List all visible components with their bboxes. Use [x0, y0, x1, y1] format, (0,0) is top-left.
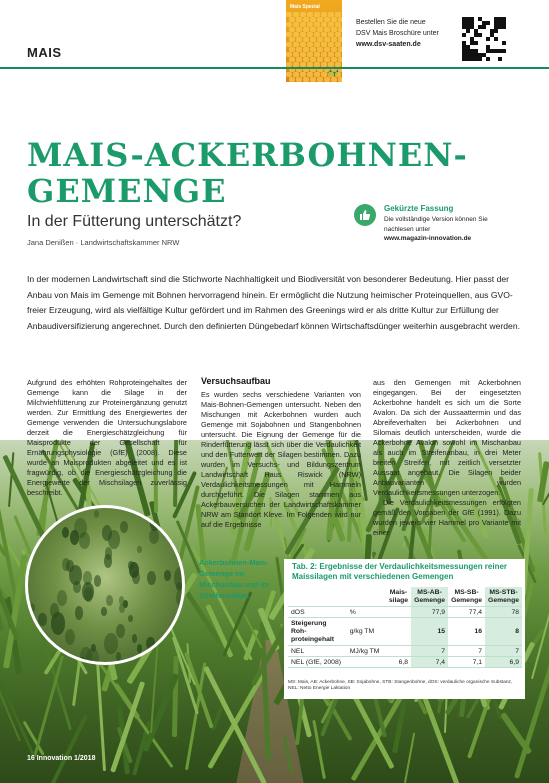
leaf-spot: [65, 629, 75, 645]
table-cell: dOS: [288, 607, 347, 618]
qr-module: [482, 25, 486, 29]
table-cell: 78: [485, 607, 522, 618]
qr-module: [502, 25, 506, 29]
table-cell: Steigerung Roh-proteingehalt: [288, 618, 347, 646]
leaf-spot: [116, 652, 121, 660]
table-row: [288, 618, 522, 646]
title-line-2: GEMENGE: [27, 172, 227, 210]
table-cell: [386, 646, 411, 657]
qr-module: [502, 41, 506, 45]
qr-module: [498, 57, 502, 61]
corn-kernel: [296, 77, 302, 82]
body-column-2: Es wurden sechs verschiedene Varianten von Mais-Bohnen-Gemengen untersucht. Neben den Mischungen mit Ackerbohnen wurden auch Gemenge mit Sojabohnen und Stangenbohnen untersucht. Die Eignung der Gemenge für die Rinderfütterung lässt sich über die Verdaulichkeit und den Futterwert der Silagen bestimmen. Dazu wurden im Versuchs- und Bildungszentrum Landwirtschaft Haus Riswick (NRW) Verdaulichkeitsmessungen mit Hammeln durchgeführt. Die Silagen stammen aus Ackerbauversuchen der Landwirtschaftskammer NRW am Standort Kleve. Im Folgenden wird nur auf die Ergebnisse: [201, 390, 361, 529]
summary-title: Gekürzte Fassung: [384, 204, 454, 213]
table-cell: 6,9: [485, 657, 522, 668]
qr-module: [466, 29, 470, 33]
body-column-1: Aufgrund des erhöhten Rohproteingehaltes der Gemenge kann die Silage in der Milchviehfütterung zur Proteinergänzung genutzt werden. Zur Ermittlung des Energiewertes der Gemenge verwenden die Untersuchungslabore derzeit die Energieschätzgleichung für Maisprodukte der Gesellschaft für Ernährungsphysiologie (GfE) (2008). Diese wurde an Maisprodukten abgeleitet und es ist fragwürdig, ob die Energieschätzgleichung die Energiewerte der Mischsilagen zuverlässig beschreibt.: [27, 378, 187, 497]
leaf-spot: [69, 565, 82, 585]
promo-url[interactable]: www.dsv-saaten.de: [356, 41, 421, 48]
corn-leaf: [404, 733, 416, 783]
cover-brand: Mais Spezial: [290, 4, 320, 10]
promo-line-1: Bestellen Sie die neue: [356, 19, 426, 26]
leaf-spot: [137, 546, 141, 553]
section-heading-versuchsaufbau: Versuchsaufbau: [201, 376, 271, 386]
table-cell: 77,9: [411, 607, 448, 618]
leaf-spot: [128, 615, 133, 622]
table-footnote: MS: Mais, AB: Ackerbohne, SB: Sojabohne, STB: Stangenbohne, dOS: verdauliche organische Substanz, NEL: Netto Energie Laktation: [288, 680, 513, 691]
table-cell: [347, 657, 386, 668]
leaf-spot: [57, 590, 67, 606]
leaf-spot: [70, 530, 79, 544]
leaf-spot: [120, 521, 128, 533]
corn-leaf: [351, 694, 394, 770]
table-row: [288, 657, 522, 668]
qr-module: [462, 33, 466, 37]
page-footer: 16 Innovation 1/2018: [27, 755, 96, 762]
leaf-spot: [94, 575, 102, 587]
table-cell: %: [347, 607, 386, 618]
corn-kernel: [331, 77, 337, 82]
qr-module: [494, 29, 498, 33]
leaf-spot: [94, 510, 99, 518]
table-cell: 7: [411, 646, 448, 657]
leaf-spot: [174, 567, 186, 588]
table-header-row: [288, 587, 522, 607]
qr-module: [502, 49, 506, 53]
qr-module: [478, 33, 482, 37]
table-header-cell: MS-SB-Gemenge: [448, 587, 485, 607]
column-3-paragraph-1: aus den Gemengen mit Ackerbohnen eingegangen. Bei der eingesetzten Ackerbohne handelt es sich um die Sorte Avalon. Da sich der Aussaattermin und das Abreifeverhalten bei Ackerbohnen und Silomais deutlich unterscheiden, wurde die Ackerbohne Avalon sowohl im Mischanbau als auch im Streifenanbau, in drei Meter breiten Streifen, mit zeitlich versetzter Aussaat angebaut. Die Silagen beider Anbauvarianten wurden Verdaulichkeitsmessungen unterzogen.: [373, 378, 521, 497]
leaf-spot: [128, 561, 134, 570]
brochure-promo: [356, 17, 439, 50]
leaf-spot: [79, 532, 89, 549]
corn-kernel: [303, 77, 309, 82]
brochure-cover-image[interactable]: [286, 0, 342, 82]
corn-leaf: [172, 656, 178, 737]
summary-text: Die vollständige Version können Sie nachlesen unter: [384, 216, 488, 233]
article-author: Jana Denißen · Landwirtschaftskammer NRW: [27, 238, 180, 247]
thumbs-up-icon: [354, 204, 376, 226]
article-title: [27, 137, 487, 209]
bean-plant-inset-photo: [25, 505, 185, 665]
article-subtitle: In der Fütterung unterschätzt?: [27, 213, 242, 230]
leaf-spot: [50, 603, 59, 617]
leaf-spot: [104, 554, 112, 568]
column-3-paragraph-2: Die Verdaulichkeitsmessungen erfolgten gemäß den Vorgaben der GfE (1991). Dazu wurden jeweils vier Hammel pro Variante mit einer: [373, 498, 521, 537]
table-cell: 7: [448, 646, 485, 657]
leaf-spot: [62, 527, 69, 539]
leaf-spot: [149, 529, 159, 544]
photo-caption: Ackerbohnen-Mais-Gemenge im Mischanbau und im Streifenanbau: [199, 558, 270, 600]
section-label: MAIS: [27, 45, 62, 60]
table-cell: NEL (GfE, 2008): [288, 657, 347, 668]
body-column-3: [373, 378, 521, 538]
corn-kernel: [317, 77, 323, 82]
results-table: [288, 587, 522, 668]
leaf-spot: [29, 603, 35, 613]
table-cell: g/kg TM: [347, 618, 386, 646]
leaf-spot: [147, 571, 156, 585]
table-cell: [386, 607, 411, 618]
table-cell: MJ/kg TM: [347, 646, 386, 657]
table-header-cell: MS-STB-Gemenge: [485, 587, 522, 607]
leaf-spot: [75, 606, 83, 619]
qr-module: [486, 57, 490, 61]
title-line-1: MAIS-ACKERBOHNEN-: [27, 136, 468, 174]
leaf-spot: [82, 582, 94, 601]
table-cell: 7,4: [411, 657, 448, 668]
table-row: [288, 646, 522, 657]
leaf-spot: [132, 634, 137, 642]
leaf-spot: [150, 517, 159, 532]
summary-url-link[interactable]: www.magazin-innovation.de: [384, 235, 472, 242]
qr-module: [478, 57, 482, 61]
table-title: Tab. 2: Ergebnisse der Verdaulichkeitsmessungen reiner Maissilagen mit verschiedenen Gemengen: [292, 562, 508, 581]
table-cell: 6,8: [386, 657, 411, 668]
corn-kernel: [310, 77, 316, 82]
leaf-spot: [132, 571, 140, 583]
table-cell: 8: [485, 618, 522, 646]
table-cell: 77,4: [448, 607, 485, 618]
leaf-spot: [38, 613, 46, 626]
leaf-spot: [164, 570, 171, 581]
corn-kernel: [324, 77, 330, 82]
table-cell: 7: [485, 646, 522, 657]
qr-code-icon[interactable]: [462, 17, 506, 61]
table-header-cell: MS-AB-Gemenge: [411, 587, 448, 607]
corn-kernel: [338, 77, 342, 82]
qr-module: [486, 21, 490, 25]
table-cell: 7,1: [448, 657, 485, 668]
leaf-spot: [38, 652, 42, 659]
qr-module: [494, 37, 498, 41]
table-cell: 15: [411, 618, 448, 646]
table-cell: [386, 618, 411, 646]
table-cell: 16: [448, 618, 485, 646]
header-divider: [0, 67, 549, 69]
leaf-spot: [137, 644, 142, 652]
leaf-spot: [146, 637, 154, 650]
qr-module: [486, 37, 490, 41]
leaf-spot: [144, 654, 149, 661]
leaf-spot: [104, 633, 118, 655]
promo-line-2: DSV Mais Broschüre unter: [356, 30, 439, 37]
corn-kernel: [289, 77, 295, 82]
leaf-spot: [108, 530, 120, 549]
table-header-cell: [288, 587, 347, 607]
leaf-spot: [106, 595, 113, 606]
table-row: [288, 607, 522, 618]
lead-paragraph: In der modernen Landwirtschaft sind die Stichworte Nachhaltigkeit und Biodiversität von besonderer Bedeutung. Hier passt der Anbau von Mais im Gemenge mit Bohnen hervorragend hinein. Er ermöglicht die Nutzung heimischer Proteinquellen, aus GVO-freier Erzeugung, wird als vielfältige Kultur gefördert und im Rahmen des Greenings wird er als dritte Kultur zur Erfüllung der Anbaudiversifizierung angerechnet. Durch den definierten Düngebedarf können Wirtschaftsdünger weiterhin ausgebracht werden.: [27, 274, 521, 331]
leaf-spot: [101, 607, 106, 615]
table-header-cell: Mais-silage: [386, 587, 411, 607]
qr-module: [474, 41, 478, 45]
leaf-spot: [116, 624, 125, 639]
leaf-spot: [119, 604, 125, 613]
table-header-cell: [347, 587, 386, 607]
table-cell: NEL: [288, 646, 347, 657]
